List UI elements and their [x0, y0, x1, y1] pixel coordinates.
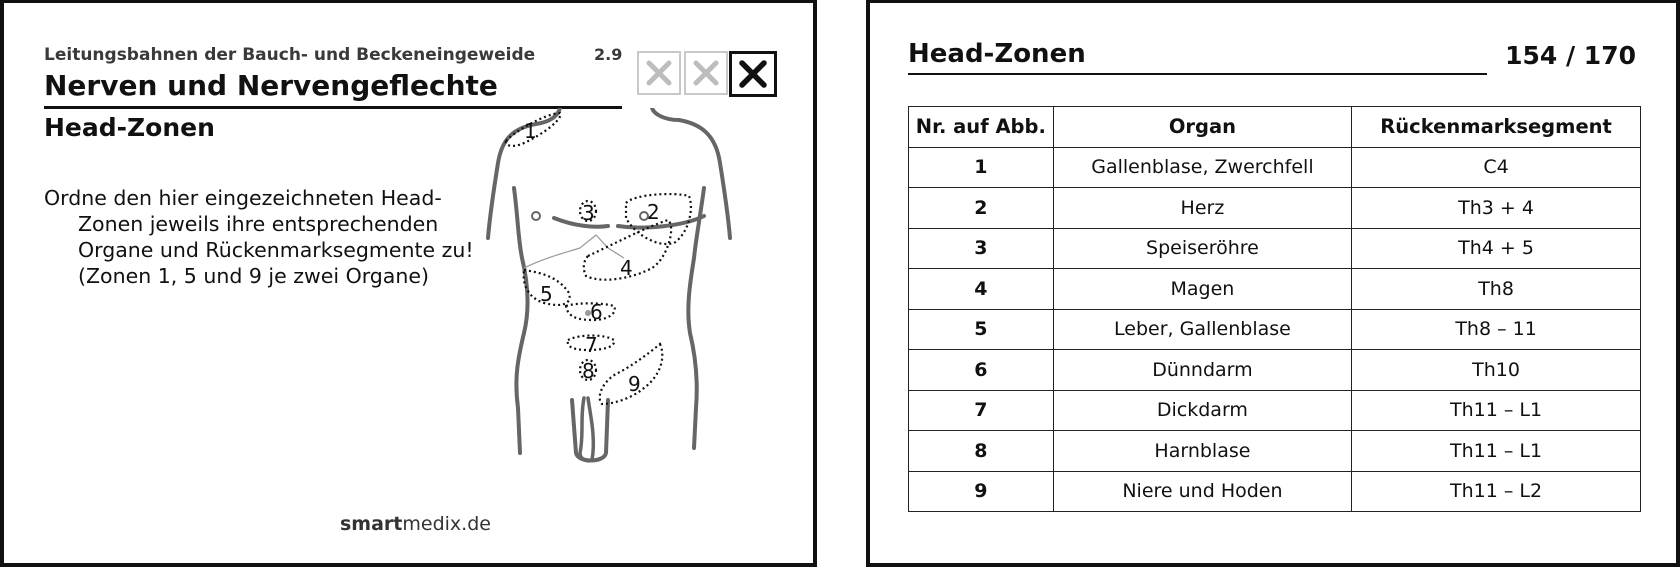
table-row	[909, 431, 1641, 472]
zone-label: 9	[628, 372, 641, 396]
flashcard-back	[866, 0, 1680, 567]
page-title: Nerven und Nervengeflechte	[44, 69, 498, 102]
organ-cell: Leber, Gallenblase	[1053, 309, 1351, 350]
zone-label: 6	[590, 300, 603, 324]
zone-number-cell: 9	[909, 471, 1054, 512]
table-row	[909, 269, 1641, 310]
table-row	[909, 147, 1641, 188]
zone-label: 7	[585, 333, 598, 357]
question-text: Ordne den hier eingezeichneten Head-Zonen jeweils ihre entsprechenden Organe und Rückenmarksegmente zu! (Zonen 1, 5 und 9 je zwei Organe)	[44, 186, 474, 288]
card-heading: Head-Zonen	[44, 113, 215, 142]
zone-label: 1	[524, 119, 537, 143]
zone-number-cell: 7	[909, 390, 1054, 431]
answer-table	[908, 106, 1641, 512]
column-header: Rückenmarksegment	[1352, 107, 1641, 148]
segment-cell: C4	[1352, 147, 1641, 188]
table-header-row	[909, 107, 1641, 148]
table-row	[909, 471, 1641, 512]
zone-label: 4	[620, 256, 633, 280]
segment-cell: Th11 – L1	[1352, 431, 1641, 472]
page-counter: 154 / 170	[1505, 41, 1636, 70]
zone-number-cell: 6	[909, 350, 1054, 391]
table-row	[909, 309, 1641, 350]
segment-cell: Th4 + 5	[1352, 228, 1641, 269]
zone-number-cell: 4	[909, 269, 1054, 310]
title-divider	[908, 73, 1487, 75]
table-row	[909, 350, 1641, 391]
column-header: Organ	[1053, 107, 1351, 148]
partial-button[interactable]	[684, 51, 728, 95]
segment-cell: Th10	[1352, 350, 1641, 391]
zone-number-cell: 8	[909, 431, 1054, 472]
back-title: Head-Zonen	[908, 39, 1086, 69]
flashcard-front	[0, 0, 817, 567]
zone-number-cell: 5	[909, 309, 1054, 350]
brand-logo: smartmedix.de	[340, 513, 491, 535]
torso-illustration	[484, 108, 744, 493]
x-icon	[693, 60, 719, 86]
segment-cell: Th8 – 11	[1352, 309, 1641, 350]
column-header: Nr. auf Abb.	[909, 107, 1054, 148]
table-row	[909, 390, 1641, 431]
segment-cell: Th8	[1352, 269, 1641, 310]
organ-cell: Herz	[1053, 188, 1351, 229]
organ-cell: Dickdarm	[1053, 390, 1351, 431]
table-row	[909, 228, 1641, 269]
zone-number-cell: 3	[909, 228, 1054, 269]
zone-label: 5	[540, 282, 553, 306]
organ-cell: Harnblase	[1053, 431, 1351, 472]
zone-label: 2	[647, 200, 660, 224]
segment-cell: Th3 + 4	[1352, 188, 1641, 229]
subject-label: Leitungsbahnen der Bauch- und Beckeneingeweide	[44, 45, 536, 65]
organ-cell: Magen	[1053, 269, 1351, 310]
wrong-button[interactable]	[637, 51, 681, 95]
table-row	[909, 188, 1641, 229]
zone-number-cell: 1	[909, 147, 1054, 188]
zone-label: 3	[582, 201, 595, 225]
zone-number-cell: 2	[909, 188, 1054, 229]
close-icon	[739, 60, 767, 88]
organ-cell: Dünndarm	[1053, 350, 1351, 391]
chapter-number: 2.9	[594, 45, 623, 64]
organ-cell: Gallenblase, Zwerchfell	[1053, 147, 1351, 188]
x-icon	[646, 60, 672, 86]
segment-cell: Th11 – L1	[1352, 390, 1641, 431]
organ-cell: Speiseröhre	[1053, 228, 1351, 269]
segment-cell: Th11 – L2	[1352, 471, 1641, 512]
zone-label: 8	[582, 359, 595, 383]
organ-cell: Niere und Hoden	[1053, 471, 1351, 512]
close-button[interactable]	[729, 51, 777, 97]
